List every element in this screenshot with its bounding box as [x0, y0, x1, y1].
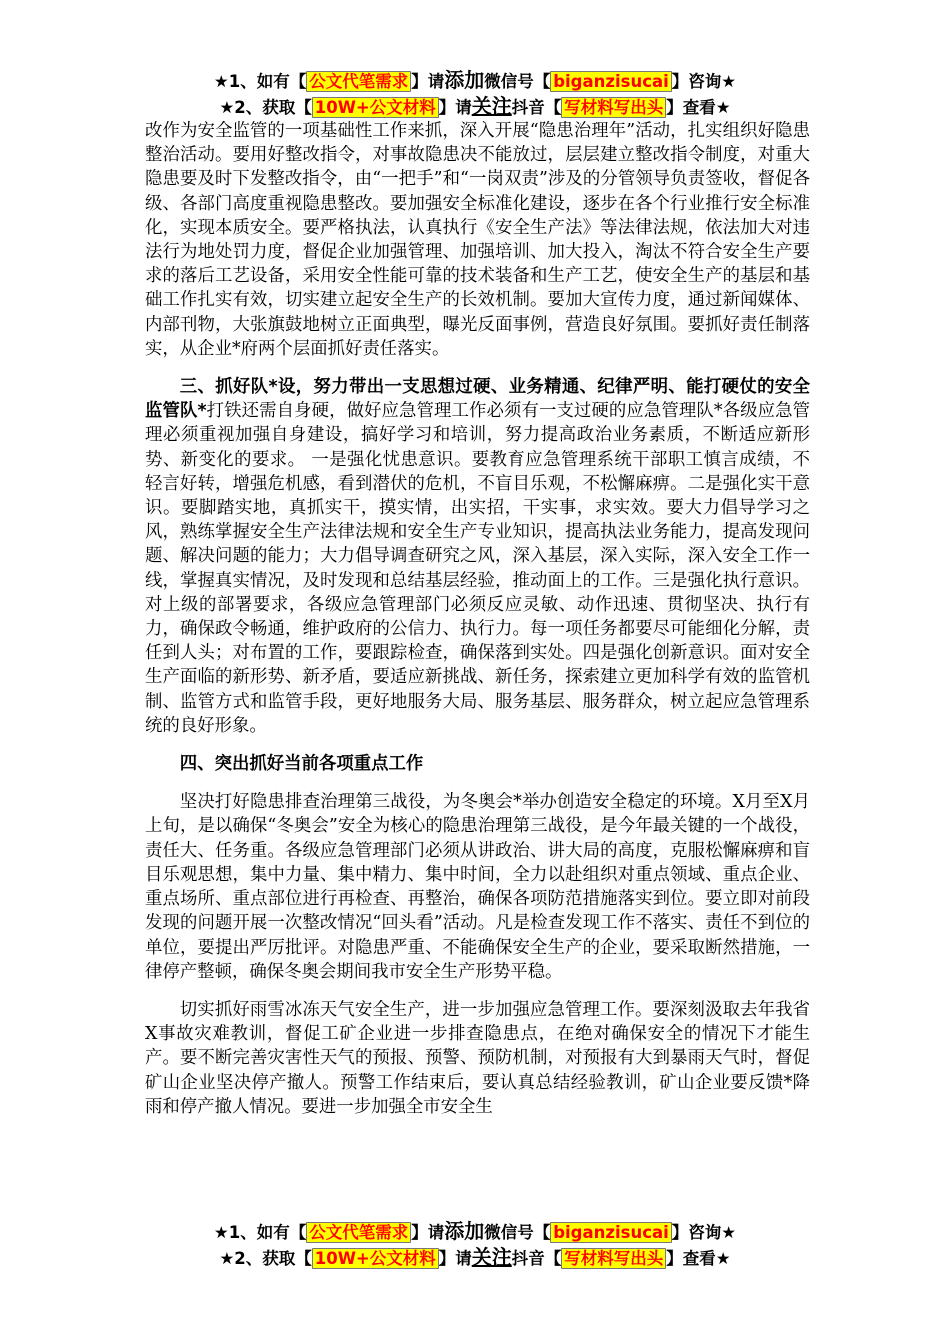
banner-text: 】请	[411, 72, 445, 91]
banner-text: ★2、获取【	[219, 98, 312, 117]
banner-text: 】请	[438, 1249, 472, 1268]
section-heading-3: 三、抓好队*设，努力带出一支思想过硬、业务精通、纪律严明、能打硬仗的安全监管队*	[145, 377, 810, 422]
banner-text: 】查看★	[666, 1249, 731, 1268]
banner-text: ★2、获取【	[219, 1249, 312, 1268]
banner-emphasis: 添加	[444, 1219, 485, 1243]
banner-text: ★1、如有【	[213, 1223, 307, 1242]
banner-text: 】请	[438, 98, 472, 117]
banner-text: 】咨询★	[671, 1223, 737, 1242]
section-heading-4: 四、突出抓好当前各项重点工作	[179, 754, 424, 775]
banner-emphasis: 关注	[471, 94, 512, 118]
paragraph-3: 坚决打好隐患排查治理第三战役，为冬奥会*举办创造安全稳定的环境。X月至X月上旬，是以确保“冬奥会”安全为核心的隐患治理第三战役，是今年最关键的一个战役，责任大、任务重。各级应急管理部门必须从讲政治、讲大局的高度，克服松懈麻痹和盲目乐观思想，集中力量、集中精力、集中时间，全力以赴组织对重点领域、重点企业、重点场所、重点部位进行再检查、再整治，确保各项防范措施落实到位。要立即对前段发现的问题开展一次整改情况“回头看”活动。凡是检查发现工作不落实、责任不到位的单位，要提出严厉批评。对隐患严重、不能确保安全生产的企业，要采取断然措施，一律停产整顿，确保冬奥会期间我市安全生产形势平稳。	[145, 792, 810, 982]
banner-highlight: 10W+公文材料	[312, 97, 439, 118]
banner-highlight: biganzisucai	[550, 71, 672, 92]
promo-banner-footer-line-1	[0, 1219, 950, 1245]
banner-text: 】查看★	[666, 98, 731, 117]
banner-text: 】请	[411, 1223, 445, 1242]
banner-highlight: 写材料写出头	[561, 97, 666, 118]
promo-banner-line-2	[0, 94, 950, 120]
banner-highlight: 10W+公文材料	[312, 1248, 439, 1269]
banner-text: 】咨询★	[671, 72, 737, 91]
banner-highlight: 写材料写出头	[561, 1248, 666, 1269]
banner-emphasis: 关注	[471, 1245, 512, 1269]
paragraph-2-text: 打铁还需自身硬，做好应急管理工作必须有一支过硬的应急管理队*各级应急管理必须重视加强自身建设，搞好学习和培训，努力提高政治业务素质，不断适应新形势、新变化的要求。 一是强化忧患意识。要教育应急管理系统干部职工慎言成绩，不轻言好转，增强危机感，看到潜伏的危机，不盲目乐观，不松懈麻痹。二是强化实干意识。要脚踏实地，真抓实干，摸实情，出实招，干实事，求实效。要大力倡导学习之风，熟练掌握安全生产法律法规和安全生产专业知识，提高执法业务能力，提高发现问题、解决问题的能力；大力倡导调查研究之风，深入基层，深入实际，深入安全工作一线，掌握真实情况，及时发现和总结基层经验，推动面上的工作。三是强化执行意识。对上级的部署要求，各级应急管理部门必须反应灵敏、动作迅速、贯彻坚决、执行有力，确保政令畅通，维护政府的公信力、执行力。每一项任务都要尽可能细化分解，责任到人头；对布置的工作，要跟踪检查，确保落到实处。四是强化创新意识。面对安全生产面临的新形势、新矛盾，要适应新挑战、新任务，探索建立更加科学有效的监管机制、监管方式和监管手段，更好地服务大局、服务基层、服务群众，树立起应急管理系统的良好形象。	[145, 401, 810, 736]
promo-banner-footer-line-2	[0, 1245, 950, 1271]
paragraph-2	[145, 375, 810, 738]
banner-text: ★1、如有【	[213, 72, 307, 91]
paragraph-1: 改作为安全监管的一项基础性工作来抓，深入开展“隐患治理年”活动，扎实组织好隐患整治活动。要用好整改指令，对事故隐患决不能放过，层层建立整改指令制度，对重大隐患要及时下发整改指令，由“一把手”和“一岗双责”涉及的分管领导负责签收，督促各级、各部门高度重视隐患整改。要加强安全标准化建设，逐步在各个行业推行安全标准化，实现本质安全。要严格执法，认真执行《安全生产法》等法律法规，依法加大对违法行为地处罚力度，督促企业加强管理、加强培训、加大投入，淘汰不符合安全生产要求的落后工艺设备，采用安全性能可靠的技术装备和生产工艺，使安全生产的基层和基础工作扎实有效，切实建立起安全生产的长效机制。要加大宣传力度，通过新闻媒体、内部刊物，大张旗鼓地树立正面典型，曝光反面事例，营造良好氛围。要抓好责任制落实，从企业*府两个层面抓好责任落实。	[145, 121, 810, 359]
paragraph-4: 切实抓好雨雪冰冻天气安全生产，进一步加强应急管理工作。要深刻汲取去年我省X事故灾难教训，督促工矿企业进一步排查隐患点，在绝对确保安全的情况下才能生产。要不断完善灾害性天气的预报、预警、预防机制，对预报有大到暴雨天气时，督促矿山企业坚决停产撤人。预警工作结束后，要认真总结经验教训，矿山企业要反馈*降雨和停产撤人情况。要进一步加强全市安全生	[145, 999, 810, 1117]
banner-highlight: 公文代笔需求	[306, 1222, 411, 1243]
banner-text: 微信号【	[484, 1223, 551, 1242]
banner-emphasis: 添加	[444, 68, 485, 92]
banner-highlight: biganzisucai	[550, 1222, 672, 1243]
banner-highlight: 公文代笔需求	[306, 71, 411, 92]
banner-text: 抖音【	[511, 98, 562, 117]
banner-text: 抖音【	[511, 1249, 562, 1268]
banner-text: 微信号【	[484, 72, 551, 91]
document-body	[145, 119, 810, 1119]
promo-banner-line-1	[0, 68, 950, 94]
